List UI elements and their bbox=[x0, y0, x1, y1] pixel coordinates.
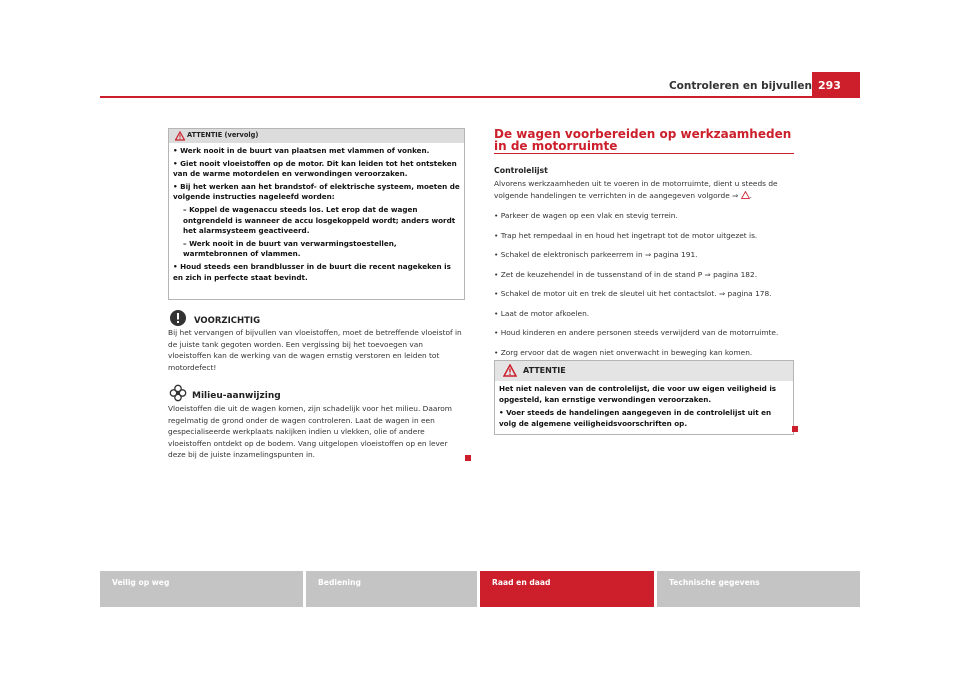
flower-environment-icon bbox=[169, 384, 187, 402]
footer-tab-veilig-op-weg[interactable]: Veilig op weg bbox=[100, 571, 303, 607]
warning-triangle-icon bbox=[741, 191, 750, 199]
list-item: • Zorg ervoor dat de wagen niet onverwacht in beweging kan komen. bbox=[494, 347, 753, 357]
list-item: • Houd kinderen en andere personen steeds verwijderd van de motorruimte. bbox=[494, 328, 779, 337]
list-item: • Trap het rempedaal in en houd het ingetrapt tot de motor uitgezet is. bbox=[494, 230, 758, 240]
environment-heading: Milieu-aanwijzing bbox=[192, 391, 281, 401]
warning-box-header bbox=[169, 129, 464, 143]
warning-box-continued bbox=[168, 128, 465, 300]
environment-text: Vloeistoffen die uit de wagen komen, zijn schadelijk voor het milieu. Daarom regelmatig de grond onder de wagen controleren. Laat de wagen in een gespecialiseerde werkplaats nakijken indien u vlekken, olie of andere vloeistoffen ontdekt op de bodem. Vang uitgelopen vloeistoffen op en lever deze bij de juiste inzamelingspunten in. bbox=[168, 404, 452, 459]
caution-text: Bij het vervangen of bijvullen van vloeistoffen, moet de betreffende vloeistof in de juiste tank gegoten worden. Een vergissing bij het toevoegen van vloeistoffen kan de werking van de wagen ernstig verstoren en leiden tot motordefect! bbox=[168, 328, 462, 372]
footer-tab-bediening[interactable]: Bediening bbox=[306, 571, 477, 607]
warning-item: • Giet nooit vloeistoffen op de motor. Dit kan leiden tot het ontsteken van de warme motordelen en verwondingen veroorzaken. bbox=[173, 158, 457, 179]
section-title: De wagen voorbereiden op werkzaamheden in de motorruimte bbox=[494, 127, 792, 153]
warning-triangle-icon bbox=[175, 131, 185, 141]
warning-triangle-icon bbox=[503, 364, 517, 377]
warning-item: • Werk nooit in de buurt van plaatsen met vlammen of vonken. bbox=[173, 146, 430, 155]
section-title-rule bbox=[494, 153, 794, 154]
section-end-marker bbox=[792, 426, 798, 432]
list-item: • Schakel de motor uit en trek de sleutel uit het contactslot. ⇒ pagina 178. bbox=[494, 289, 772, 298]
checklist-intro: Alvorens werkzaamheden uit te voeren in de motorruimte, dient u steeds de volgende handelingen te verrichten in de aangegeven volgorde ⇒ . bbox=[494, 179, 778, 200]
exclamation-circle-icon bbox=[169, 309, 187, 327]
warning-box bbox=[494, 360, 794, 435]
page-header-title: Controleren en bijvullen bbox=[668, 80, 812, 92]
warning-item: • Bij het werken aan het brandstof- of elektrische systeem, moeten de volgende instructies nageleefd worden: bbox=[173, 181, 460, 202]
warning-item: • Voer steeds de handelingen aangegeven in de controlelijst uit en volg de algemene veiligheidsvoorschriften op. bbox=[499, 408, 772, 428]
footer-tab-raad-en-daad[interactable]: Raad en daad bbox=[480, 571, 654, 607]
warning-box-body bbox=[173, 146, 461, 285]
checklist bbox=[494, 210, 794, 366]
header-rule bbox=[100, 96, 860, 98]
list-item: • Laat de motor afkoelen. bbox=[494, 308, 590, 318]
page-number: 293 bbox=[812, 72, 860, 96]
warning-item: Het niet naleven van de controlelijst, die voor uw eigen veiligheid is opgesteld, kan ernstige verwondingen veroorzaken. bbox=[499, 384, 777, 404]
footer-tab-technische-gegevens[interactable]: Technische gegevens bbox=[657, 571, 860, 607]
warning-item: • Houd steeds een brandblusser in de buurt die recent nagekeken is en zich in perfecte staat bevindt. bbox=[173, 261, 451, 282]
warning-box-header bbox=[495, 361, 793, 381]
warning-subitem: – Koppel de wagenaccu steeds los. Let erop dat de wagen ontgrendeld is wanneer de accu losgekoppeld wordt; anders wordt het alarmsysteem geactiveerd. bbox=[183, 204, 456, 236]
warning-subitem: – Werk nooit in de buurt van verwarmingstoestellen, warmtebronnen of vlammen. bbox=[183, 238, 397, 259]
list-item: • Schakel de elektronisch parkeerrem in ⇒ pagina 191. bbox=[494, 250, 698, 259]
warning-box-label: ATTENTIE (vervolg) bbox=[187, 131, 259, 139]
warning-box-body bbox=[499, 384, 789, 429]
section-end-marker bbox=[465, 455, 471, 461]
warning-box-label: ATTENTIE bbox=[523, 366, 566, 375]
list-item: • Zet de keuzehendel in de tussenstand of in de stand P ⇒ pagina 182. bbox=[494, 269, 758, 279]
checklist-heading: Controlelijst bbox=[494, 166, 548, 175]
list-item: • Parkeer de wagen op een vlak en stevig terrein. bbox=[494, 211, 678, 220]
caution-heading: VOORZICHTIG bbox=[194, 316, 261, 326]
